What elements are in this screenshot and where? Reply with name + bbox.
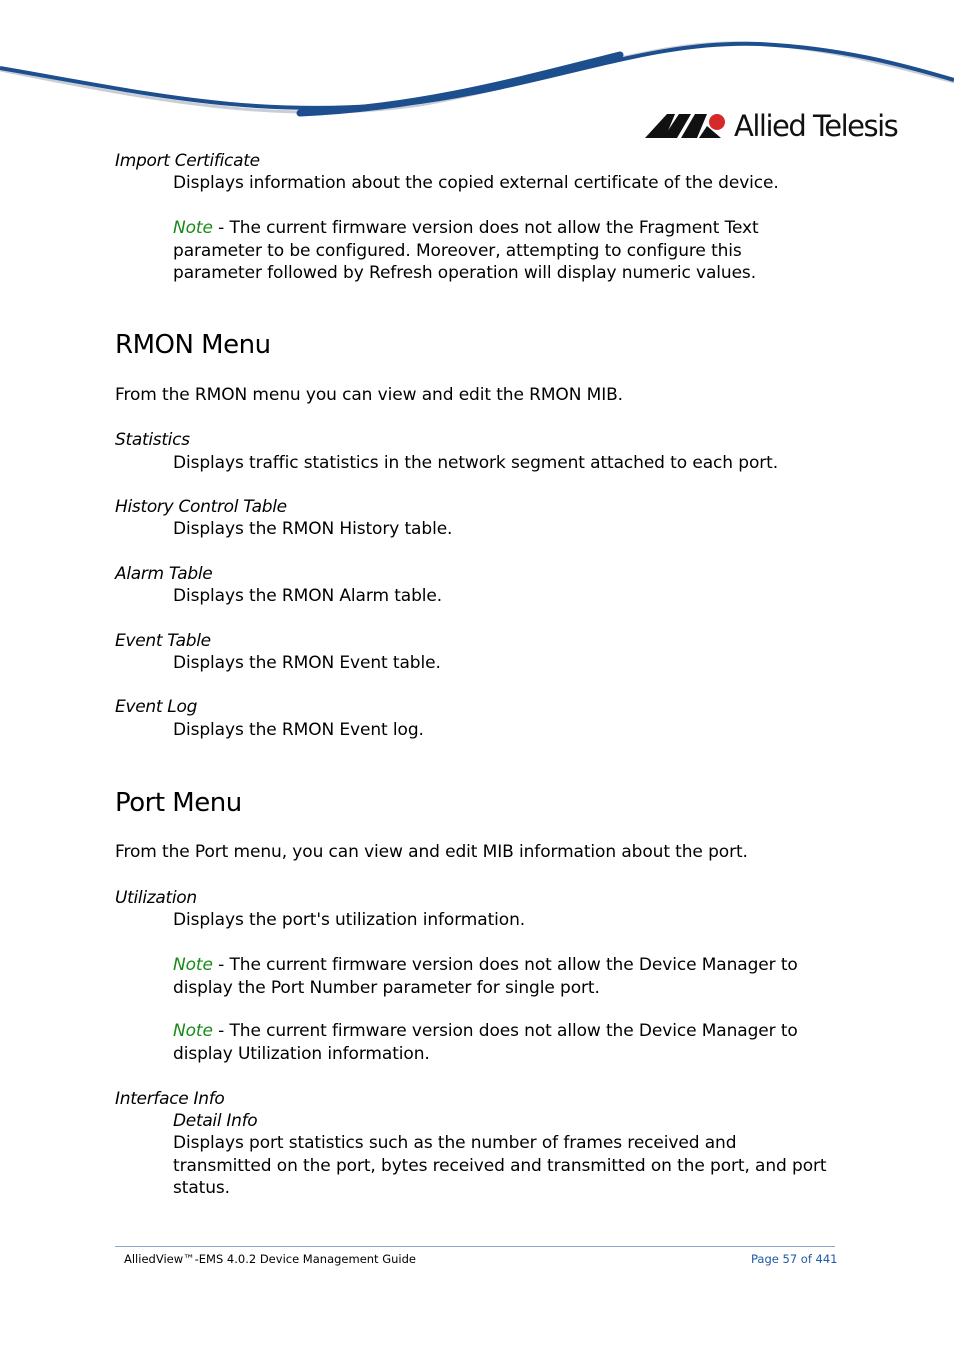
term-detail-info: Detail Info — [173, 1111, 258, 1131]
note-text: - The current firmware version does not allow the Device Manager to display the Port Number parameter for single port. — [173, 955, 798, 998]
desc-event-table: Displays the RMON Event table. — [173, 653, 441, 673]
desc-import-certificate: Displays information about the copied external certificate of the device. — [173, 173, 779, 193]
heading-port-menu: Port Menu — [115, 788, 242, 818]
rmon-intro: From the RMON menu you can view and edit the RMON MIB. — [115, 385, 623, 405]
term-event-table: Event Table — [115, 631, 211, 651]
note-text: - The current firmware version does not allow the Fragment Text parameter to be configured. Moreover, attempting to configure this parameter followed by Refresh operation will display numeric values. — [173, 218, 759, 283]
note-utilization-info — [173, 1020, 833, 1065]
footer-divider — [115, 1246, 835, 1247]
desc-event-log: Displays the RMON Event log. — [173, 720, 424, 740]
port-intro: From the Port menu, you can view and edit MIB information about the port. — [115, 842, 748, 862]
note-fragment-text — [173, 217, 833, 285]
desc-history-control-table: Displays the RMON History table. — [173, 519, 453, 539]
logo-text: Allied Telesis — [734, 109, 898, 143]
desc-utilization: Displays the port's utilization information. — [173, 910, 526, 930]
desc-alarm-table: Displays the RMON Alarm table. — [173, 586, 443, 606]
term-statistics: Statistics — [115, 430, 190, 450]
footer-page-number: Page 57 of 441 — [751, 1252, 838, 1266]
term-alarm-table: Alarm Table — [115, 564, 213, 584]
note-label: Note — [173, 1021, 213, 1041]
term-import-certificate: Import Certificate — [115, 151, 260, 171]
note-text: - The current firmware version does not allow the Device Manager to display Utilization information. — [173, 1021, 798, 1064]
term-interface-info: Interface Info — [115, 1089, 225, 1109]
footer-doc-title: AlliedView™-EMS 4.0.2 Device Management Guide — [124, 1252, 416, 1266]
note-port-number — [173, 954, 833, 999]
heading-rmon-menu: RMON Menu — [115, 330, 271, 360]
term-utilization: Utilization — [115, 888, 197, 908]
desc-detail-info: Displays port statistics such as the number of frames received and transmitted on the port, bytes received and transmitted on the port, and port status. — [173, 1133, 827, 1198]
note-label: Note — [173, 218, 213, 238]
desc-statistics: Displays traffic statistics in the network segment attached to each port. — [173, 453, 778, 473]
note-label: Note — [173, 955, 213, 975]
term-history-control-table: History Control Table — [115, 497, 287, 517]
term-event-log: Event Log — [115, 697, 198, 717]
